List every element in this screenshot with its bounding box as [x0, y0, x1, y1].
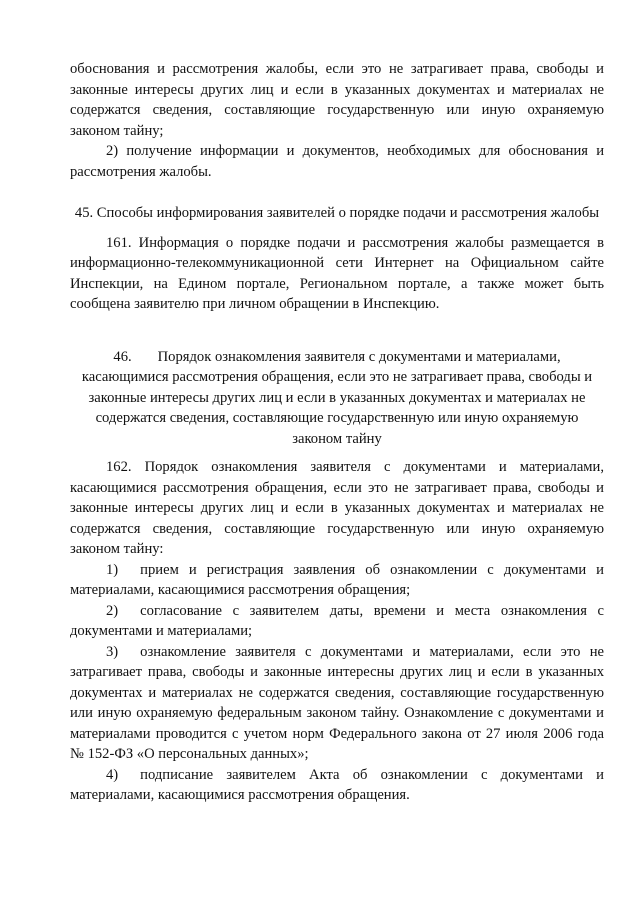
section-heading-46 [70, 347, 604, 450]
list-item-text: согласование с заявителем даты, времени и места ознакомления с документами и материалами; [70, 602, 604, 639]
list-item [70, 765, 604, 806]
list-item-2-top: 2) получение информации и документов, необходимых для обоснования и рассмотрения жалобы. [70, 143, 604, 180]
document-page [70, 59, 604, 806]
section-heading-45: 45. Способы информирования заявителей о порядке подачи и рассмотрения жалобы [74, 205, 600, 221]
spacer [70, 224, 604, 233]
spacer [70, 449, 604, 457]
list-item-text: прием и регистрация заявления об ознакомлении с документами и материалами, касающимися рассмотрения обращения; [70, 561, 604, 598]
list-item-number: 1) [106, 561, 119, 578]
spacer [70, 315, 604, 347]
paragraph-162: 162. Порядок ознакомления заявителя с документами и материалами, касающимися рассмотрения обращения, если это не затрагивает права, свободы и законные интересы других лиц и если в указанных документах и материалах не содержатся сведения, составляющие государственную или иную охраняемую законом тайну: [70, 459, 604, 557]
list-item [70, 642, 604, 765]
spacer [70, 182, 604, 203]
paragraph-161: 161. Информация о порядке подачи и рассмотрения жалобы размещается в информационно-телекоммуникационной сети Интернет на Официальном сайте Инспекции, на Едином портале, Региональном портале, а также может быть сообщена заявителю при личном обращении в Инспекцию. [70, 234, 604, 312]
list-item-text: ознакомление заявителя с документами и материалами, если это не затрагивает права, свободы и законные интересны других лиц и если в указанных документах и материалах не содержатся сведения, составляющие государственную или иную охраняемую федеральным законом тайну. Ознакомление с документами и материалами проводится с учетом норм Федерального закона от 27 июля 2006 года № 152-ФЗ «О персональных данных»; [70, 643, 604, 762]
list-item-number: 3) [106, 643, 119, 660]
paragraph-intro: обоснования и рассмотрения жалобы, если это не затрагивает права, свободы и законные интересы других лиц и если в указанных документах и материалах не содержатся сведения, составляющие государственную или иную охраняемую законом тайну; [70, 61, 604, 139]
section-heading-46-text: Порядок ознакомления заявителя с документами и материалами, касающимися рассмотрения обращения, если это не затрагивает права, свободы и законные интересы других лиц и если в указанных документах и материалах не содержатся сведения, составляющие государственную или иную охраняемую законом тайну [81, 348, 593, 447]
section-number-46: 46. [113, 348, 132, 365]
list-item-number: 4) [106, 766, 119, 783]
list-item-number: 2) [106, 602, 119, 619]
list-item [70, 560, 604, 601]
list-item [70, 601, 604, 642]
list-item-text: подписание заявителем Акта об ознакомлении с документами и материалами, касающимися рассмотрения обращения. [70, 766, 604, 803]
